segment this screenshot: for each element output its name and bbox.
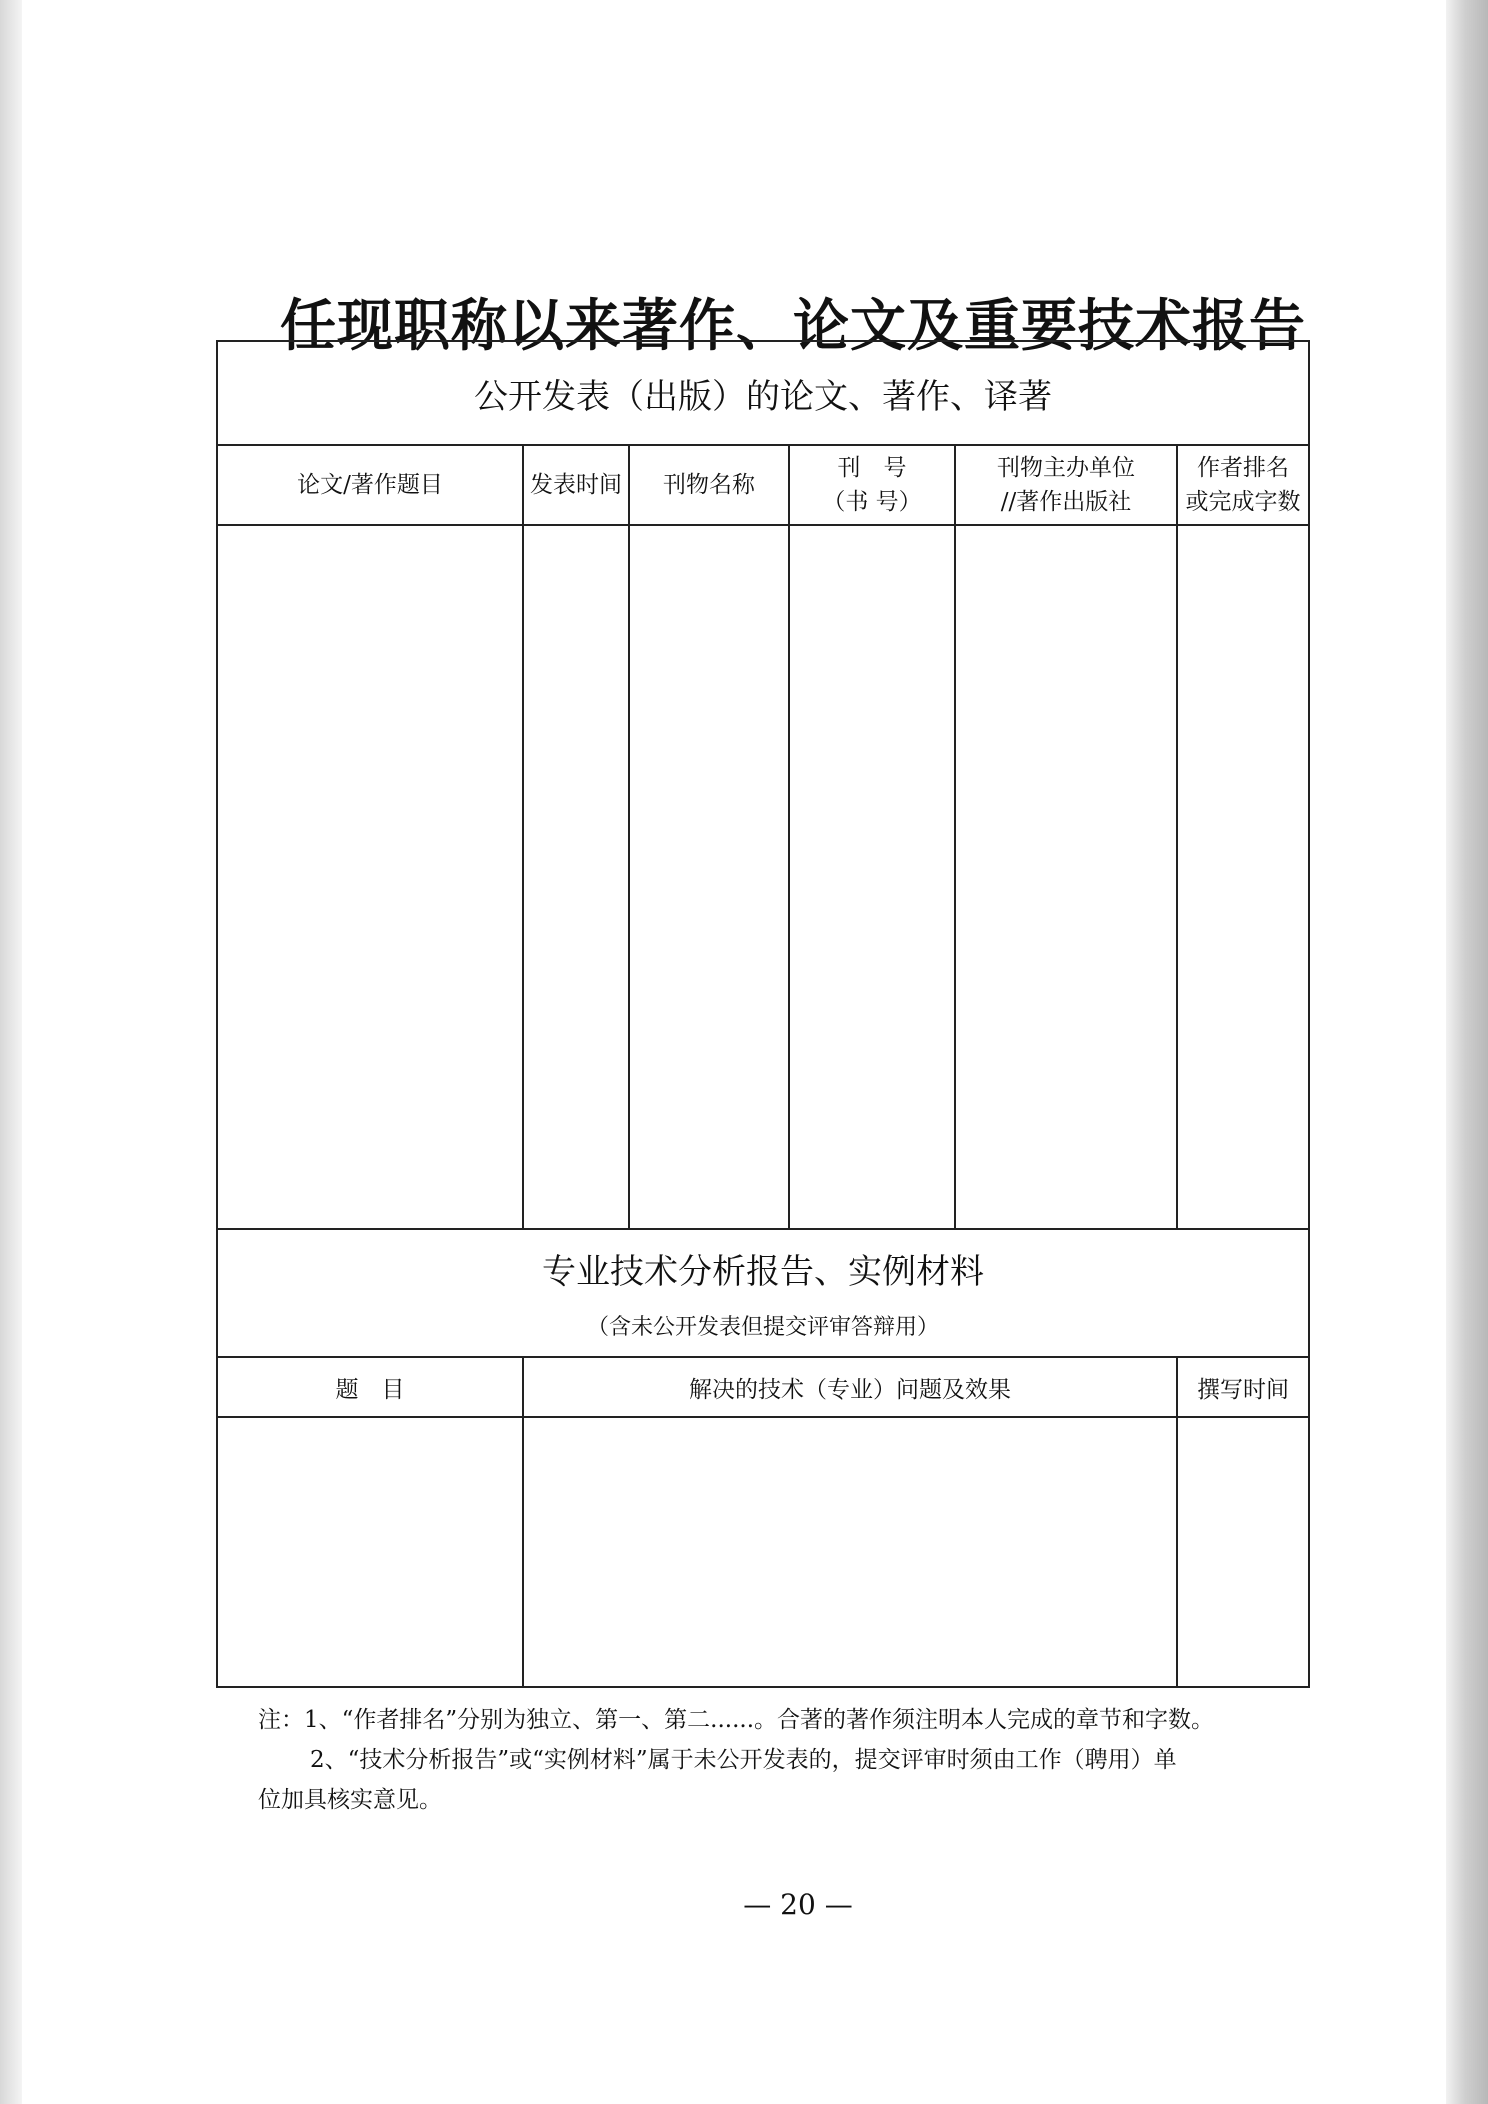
scan-edge-left xyxy=(0,0,22,2104)
note-1: 注：1、“作者排名”分别为独立、第一、第二......。合著的著作须注明本人完成的章节和字数。 xyxy=(258,1707,1215,1733)
col-header-sponsor-publisher: 刊物主办单位 //著作出版社 xyxy=(956,446,1178,526)
page-title: 任现职称以来著作、论文及重要技术报告 xyxy=(280,293,1306,359)
col-header-journal-name: 刊物名称 xyxy=(630,446,790,526)
footnotes xyxy=(258,1700,1308,1820)
note-2-continued: 位加具核实意见。 xyxy=(258,1787,442,1813)
table-cell-empty[interactable] xyxy=(956,526,1178,1228)
scan-edge-right xyxy=(1446,0,1488,2104)
table-cell-empty[interactable] xyxy=(218,526,524,1228)
table-cell-empty[interactable] xyxy=(1178,1418,1308,1688)
table-cell-empty[interactable] xyxy=(630,526,790,1228)
table-cell-empty[interactable] xyxy=(524,1418,1178,1688)
col-header-problem-effect: 解决的技术（专业）问题及效果 xyxy=(524,1358,1178,1418)
section2-header xyxy=(218,1228,1308,1358)
table-cell-empty[interactable] xyxy=(218,1418,524,1688)
col-header-publish-date: 发表时间 xyxy=(524,446,630,526)
col-header-issue-number: 刊 号 （书 号） xyxy=(790,446,956,526)
publication-form-table xyxy=(216,340,1310,1688)
table-cell-empty[interactable] xyxy=(1178,526,1308,1228)
table-cell-empty[interactable] xyxy=(790,526,956,1228)
col-header-author-rank: 作者排名 或完成字数 xyxy=(1178,446,1308,526)
col-header-report-title: 题 目 xyxy=(218,1358,524,1418)
note-2: 2、“技术分析报告”或“实例材料”属于未公开发表的，提交评审时须由工作（聘用）单 xyxy=(310,1747,1177,1773)
col-header-writing-date: 撰写时间 xyxy=(1178,1358,1308,1418)
section2-heading: 专业技术分析报告、实例材料 xyxy=(542,1252,984,1292)
table-cell-empty[interactable] xyxy=(524,526,630,1228)
col-header-title: 论文/著作题目 xyxy=(218,446,524,526)
section1-heading: 公开发表（出版）的论文、著作、译著 xyxy=(218,342,1308,446)
section2-subheading: （含未公开发表但提交评审答辩用） xyxy=(586,1315,939,1340)
page-number: — 20 — xyxy=(743,1888,853,1921)
